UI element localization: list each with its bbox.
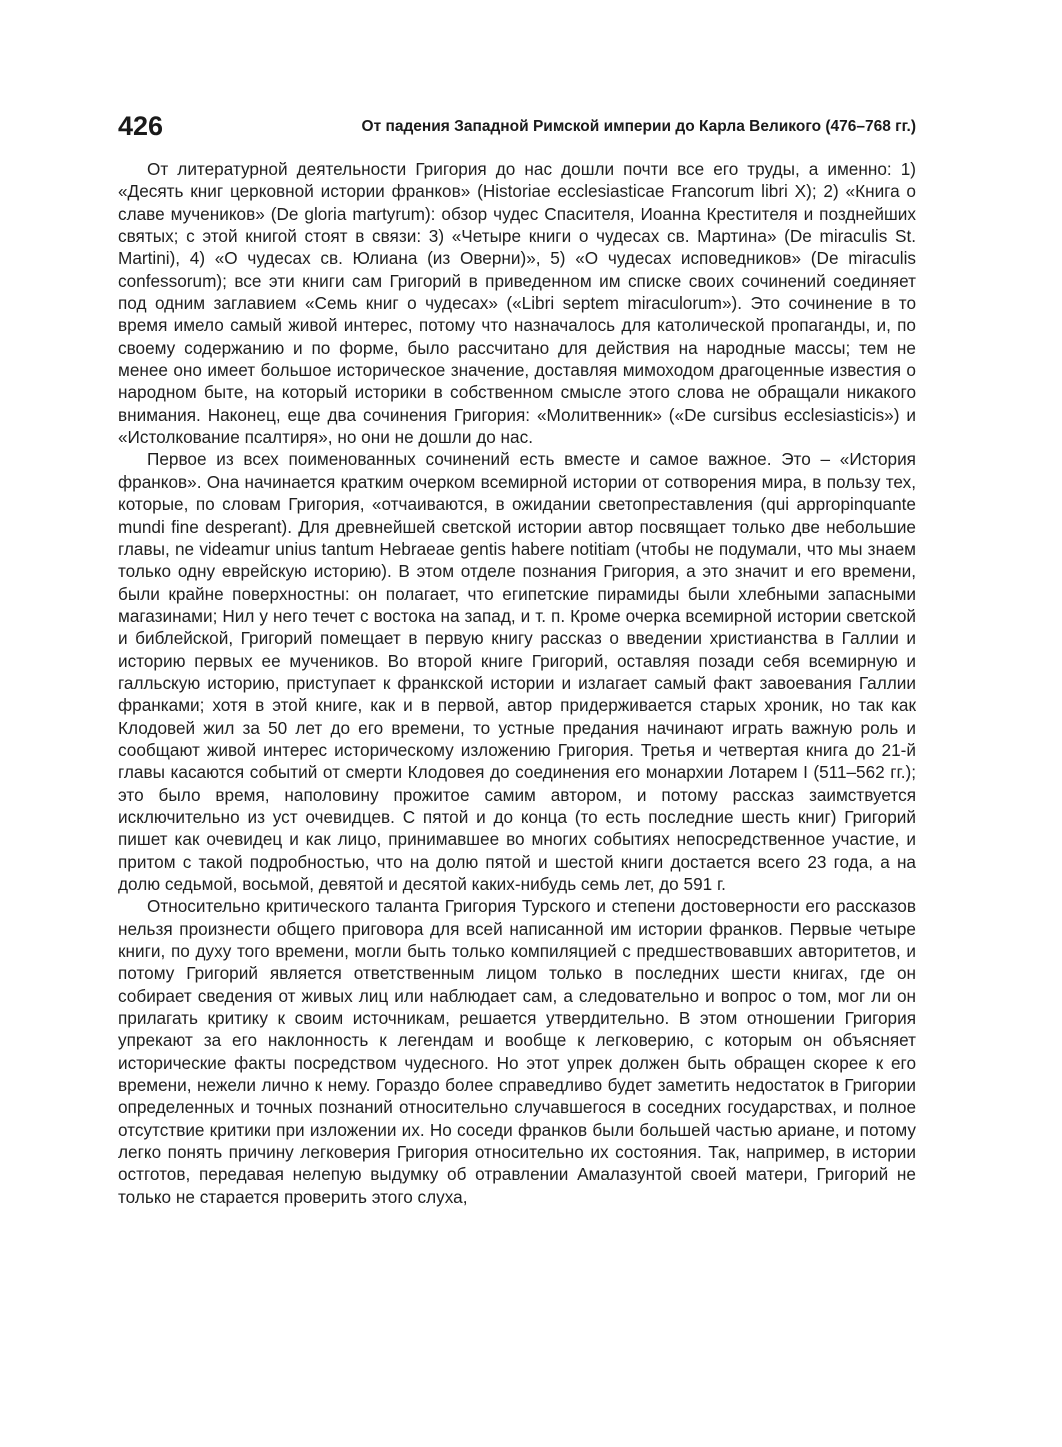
paragraph-1: От литературной деятельности Григория до нас дошли почти все его труды, а именно: 1) «Десять книг церковной истории франков» (Historiae ecclesiasticae Francorum libri X); 2) «Книга о славе мучеников» (De gloria martyrum): обзор чудес Спасителя, Иоанна Крестителя и позднейших святых; с этой книгой стоят в связи: 3) «Четыре книги о чудесах св. Мартина» (De miraculis St. Martini), 4) «О чудесах св. Юлиана (из Оверни)», 5) «О чудесах исповедников» (De miraculis confessorum); все эти книги сам Григорий в приведенном им списке своих сочинений соединяет под одним заглавием «Семь книг о чудесах» («Libri septem miraculorum»). Это сочинение в то время имело самый живой интерес, потому что назначалось для католической пропаганды, и, по своему содержанию и по форме, было рассчитано для действия на народные массы; тем не менее оно имеет большое историческое значение, доставляя мимоходом драгоценные известия о народном быте, на который историки в собственном смысле этого слова не обращали никакого внимания. Наконец, еще два сочинения Григория: «Молитвенник» («De cursibus ecclesiasticis») и «Истолкование псалтиря», но они не дошли до нас. bbox=[118, 159, 916, 448]
paragraph-2: Первое из всех поименованных сочинений есть вместе и самое важное. Это – «История франков». Она начинается кратким очерком всемирной истории от сотворения мира, в пользу тех, которые, по словам Григория, «отчаиваются, в ожидании светопреставления (qui appropinquante mundi fine desperant). Для древнейшей светской истории автор посвящает только две небольшие главы, ne videamur unius tantum Hebraeae gentis habere notitiam (чтобы не подумали, что мы знаем только одну еврейскую историю). В этом отделе познания Григория, а это значит и его времени, были крайне поверхностны: он полагает, что египетские пирамиды были хлебными запасными магазинами; Нил у него течет с востока на запад, и т. п. Кроме очерка всемирной истории светской и библейской, Григорий помещает в первую книгу рассказ о введении христианства в Галлии и историю первых ее мучеников. Во второй книге Григорий, оставляя позади себя всемирную и галльскую историю, приступает к франкской истории и излагает самый факт завоевания Галлии франками; хотя в этой книге, как и в первой, автор придерживается старых хроник, но так как Клодовей жил за 50 лет до его времени, то устные предания начинают играть важную роль и сообщают живой интерес историческому изложению Григория. Третья и четвертая книга до 21-й главы касаются событий от смерти Клодовея до соединения его монархии Лотарем I (511–562 гг.); это было время, наполовину прожитое самим автором, и потому рассказ заимствуется исключительно из уст очевидцев. С пятой и до конца (то есть последние шесть книг) Григорий пишет как очевидец и как лицо, принимавшее во многих событиях непосредственное участие, и притом с такой подробностью, что на долю пятой и шестой книги достается всего 23 года, а на долю седьмой, восьмой, девятой и десятой каких-нибудь семь лет, до 591 г. bbox=[118, 449, 916, 894]
paragraph-3: Относительно критического таланта Григория Турского и степени достоверности его рассказов нельзя произнести общего приговора для всей написанной им истории франков. Первые четыре книги, по духу того времени, могли быть только компиляцией с предшествовавших авторитетов, и потому Григорий является ответственным лицом только в последних шести книгах, где он собирает сведения от живых лиц или наблюдает сам, а следовательно и вопрос о том, мог ли он прилагать критику к своим источникам, решается утвердительно. В этом отношении Григория упрекают за его наклонность к легендам и вообще к легковерию, с которым он объясняет исторические факты посредством чудесного. Но этот упрек должен быть обращен скорее к его времени, нежели лично к нему. Гораздо более справедливо будет заметить недостаток в Григории определенных и точных познаний относительно случавшегося в соседних государствах, и полное отсутствие критики при изложении их. Но соседи франков были большей частью ариане, и потому легко понять причину легковерия Григория относительно их состояния. Так, например, в истории остготов, передавая нелепую выдумку об отравлении Амалазунтой своей матери, Григорий не только не старается проверить этого слуха, bbox=[118, 896, 916, 1207]
running-title: От падения Западной Римской империи до Карла Великого (476–768 гг.) bbox=[361, 118, 916, 135]
body-text bbox=[118, 158, 916, 1208]
page-number: 426 bbox=[118, 111, 164, 141]
page-header bbox=[118, 110, 916, 144]
